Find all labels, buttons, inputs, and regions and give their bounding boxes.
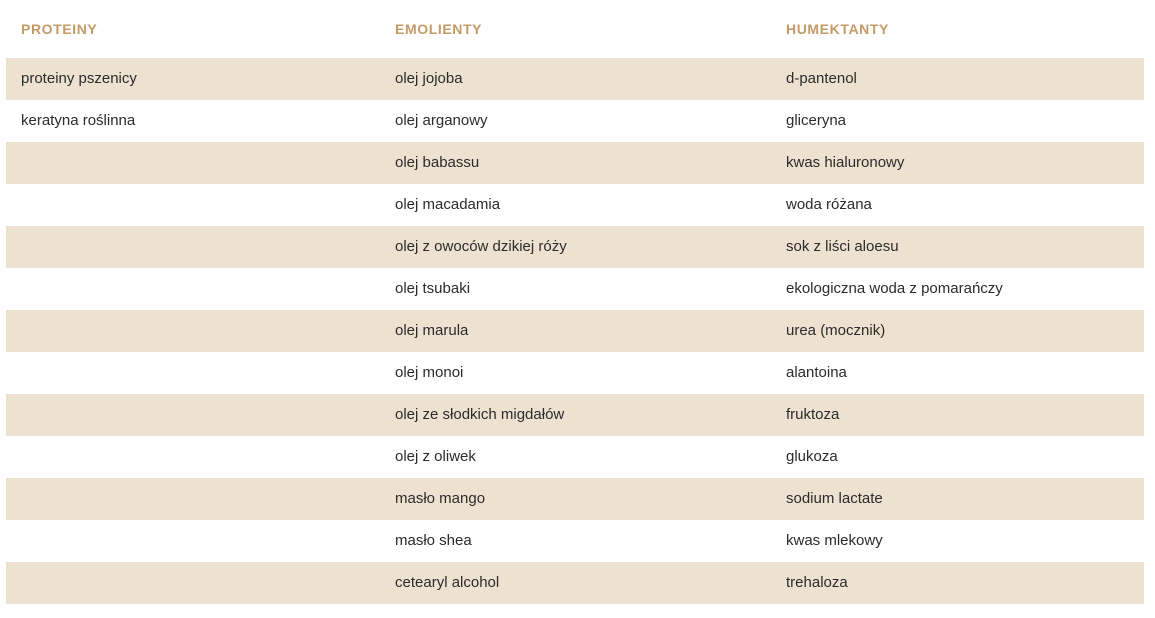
table-row bbox=[6, 268, 1144, 310]
header-emollients: EMOLIENTY bbox=[395, 21, 483, 37]
table-row bbox=[6, 562, 1144, 604]
cell-emollients: olej macadamia bbox=[395, 196, 501, 213]
cell-emollients: olej marula bbox=[395, 322, 469, 339]
cell-humectants: woda różana bbox=[786, 196, 872, 213]
cell-emollients: olej z oliwek bbox=[395, 448, 476, 465]
cell-emollients: masło mango bbox=[395, 490, 486, 507]
table-row bbox=[6, 436, 1144, 478]
cell-emollients: olej arganowy bbox=[395, 112, 488, 129]
table-body bbox=[6, 58, 1144, 604]
cell-emollients: olej babassu bbox=[395, 154, 480, 171]
table-row bbox=[6, 310, 1144, 352]
table-row bbox=[6, 100, 1144, 142]
cell-proteins: proteiny pszenicy bbox=[21, 70, 137, 87]
cell-emollients: cetearyl alcohol bbox=[395, 574, 500, 591]
cell-emollients: olej z owoców dzikiej róży bbox=[395, 238, 567, 255]
cell-humectants: d-pantenol bbox=[786, 70, 857, 87]
header-proteins: PROTEINY bbox=[21, 21, 98, 37]
cell-humectants: kwas mlekowy bbox=[786, 532, 883, 549]
cell-humectants: glukoza bbox=[786, 448, 838, 465]
cell-humectants: urea (mocznik) bbox=[786, 322, 886, 339]
cell-emollients: olej monoi bbox=[395, 364, 464, 381]
cell-humectants: alantoina bbox=[786, 364, 847, 381]
cell-proteins: keratyna roślinna bbox=[21, 112, 136, 129]
cell-emollients: masło shea bbox=[395, 532, 472, 549]
table-row bbox=[6, 520, 1144, 562]
table-row bbox=[6, 184, 1144, 226]
table-row bbox=[6, 352, 1144, 394]
cell-humectants: sok z liści aloesu bbox=[786, 238, 899, 255]
ingredients-table bbox=[6, 0, 1144, 604]
cell-humectants: gliceryna bbox=[786, 112, 847, 129]
cell-emollients: olej tsubaki bbox=[395, 280, 471, 297]
table-row bbox=[6, 394, 1144, 436]
table-row bbox=[6, 142, 1144, 184]
header-humectants: HUMEKTANTY bbox=[786, 21, 889, 37]
cell-humectants: sodium lactate bbox=[786, 490, 883, 507]
table-row bbox=[6, 58, 1144, 100]
cell-humectants: ekologiczna woda z pomarańczy bbox=[786, 280, 1003, 297]
cell-emollients: olej ze słodkich migdałów bbox=[395, 406, 565, 423]
cell-humectants: kwas hialuronowy bbox=[786, 154, 905, 171]
table-row bbox=[6, 478, 1144, 520]
table-row bbox=[6, 226, 1144, 268]
cell-humectants: fruktoza bbox=[786, 406, 840, 423]
table-header-row bbox=[6, 0, 1144, 58]
cell-humectants: trehaloza bbox=[786, 574, 848, 591]
cell-emollients: olej jojoba bbox=[395, 70, 463, 87]
